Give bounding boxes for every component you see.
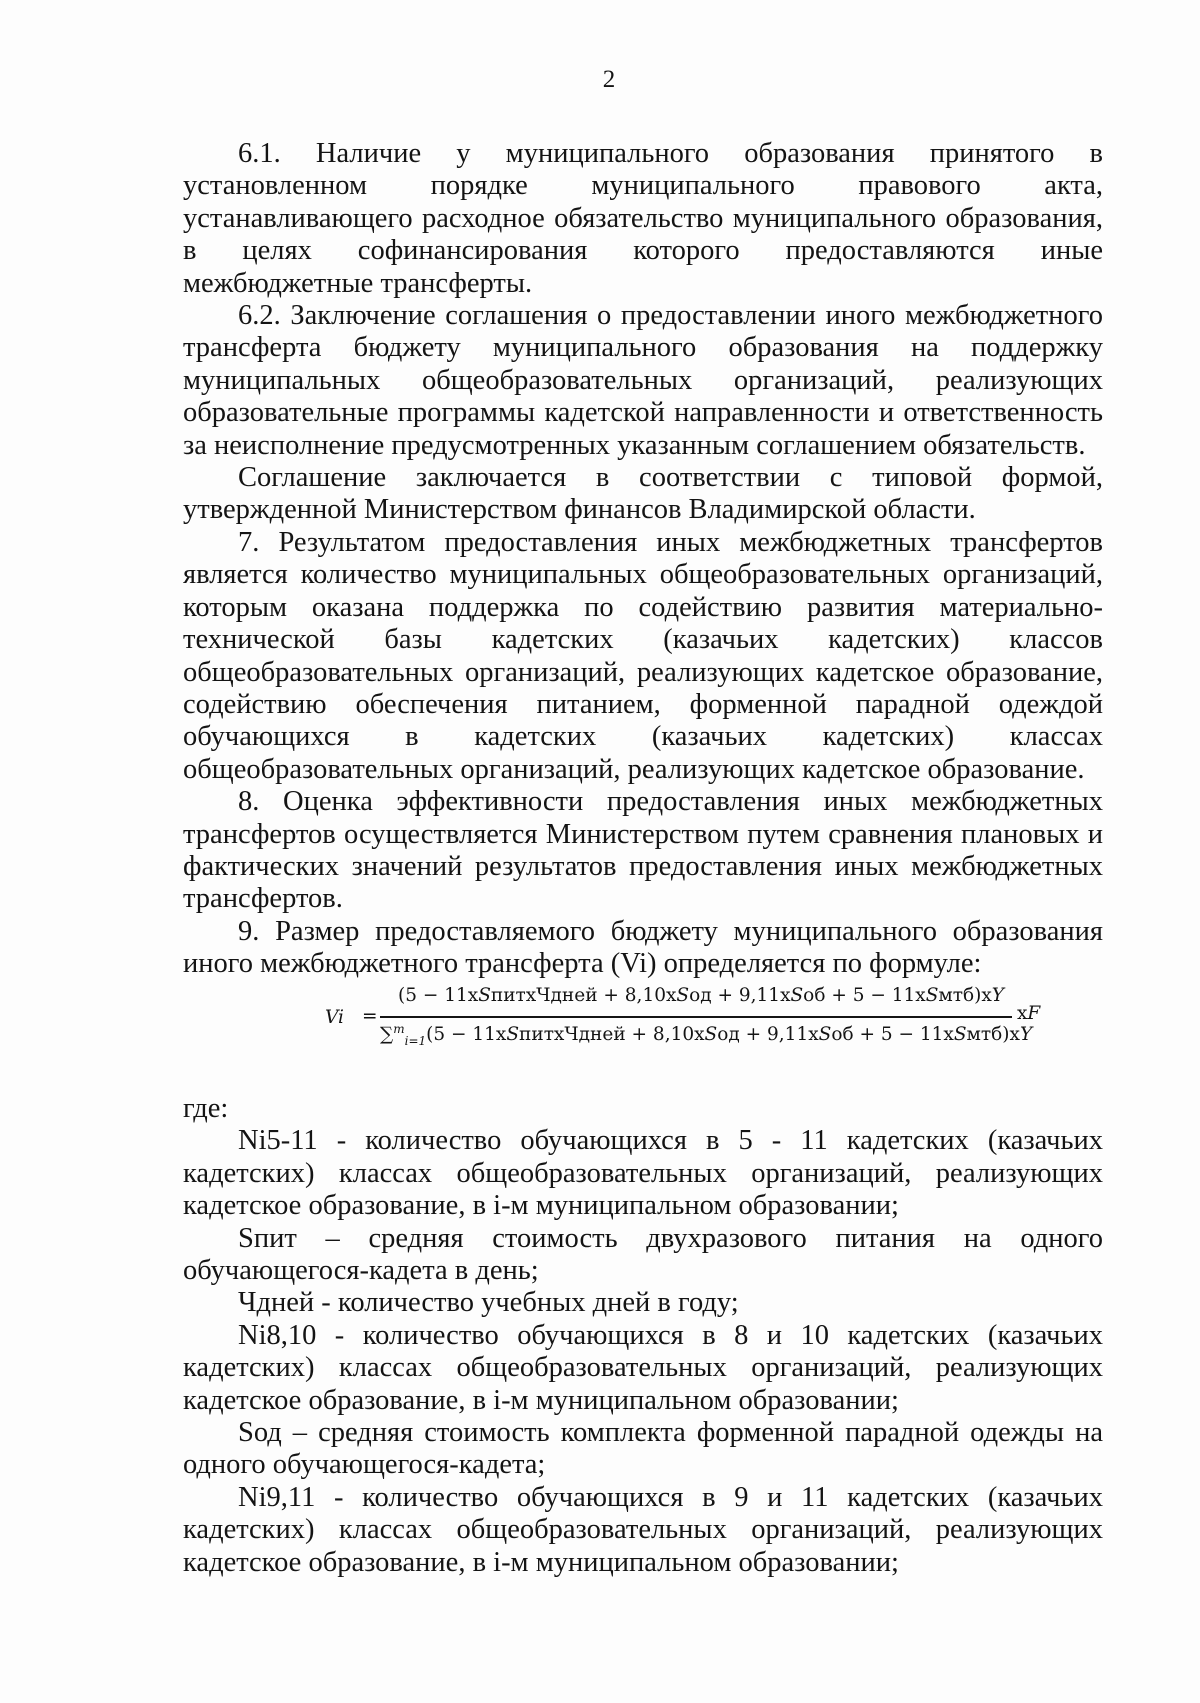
paragraph-6-2: 6.2. Заключение соглашения о предоставлении иного межбюджетного трансферта бюджету муниципального образования на поддержку муниципальных общеобразовательных организаций, реализующих образовательные программы кадетской направленности и ответственность за неисполнение предусмотренных указанным соглашением обязательств. bbox=[183, 300, 1103, 461]
paragraph-6-1: 6.1. Наличие у муниципального образования принятого в установленном порядке муниципального правового акта, устанавливающего расходное обязательство муниципального образования, в целях софинансирования которого предоставляются иные межбюджетные трансферты. bbox=[183, 138, 1103, 299]
sum-symbol: ∑ bbox=[380, 1024, 394, 1046]
formula-lhs: Vi bbox=[325, 1007, 344, 1028]
formula-multiplier: x𝐹 bbox=[1017, 1003, 1041, 1024]
paragraph-8: 8. Оценка эффективности предоставления иных межбюджетных трансфертов осуществляется Министерством путем сравнения плановых и фактических значений результатов предоставления иных межбюджетных трансфертов. bbox=[183, 786, 1103, 915]
paragraph-9: 9. Размер предоставляемого бюджету муниципального образования иного межбюджетного трансферта (Vi) определяется по формуле: bbox=[183, 915, 1103, 980]
formula-denominator bbox=[380, 1022, 1032, 1048]
denominator-body: (5 − 11x𝑆питхЧдней + 8,10x𝑆од + 9,11x𝑆об + 5 − 11x𝑆мтб)x𝑌 bbox=[426, 1024, 1033, 1046]
sum-upper-limit: m bbox=[393, 1022, 405, 1036]
sum-lower-limit: i=1 bbox=[404, 1033, 427, 1048]
formula-equals: = bbox=[362, 1006, 378, 1027]
text-block-lower bbox=[183, 1093, 1103, 1579]
definition-sod: Sод – средняя стоимость комплекта форменной парадной одежды на одного обучающегося-кадета; bbox=[183, 1417, 1103, 1481]
formula-numerator: (5 − 11x𝑆питхЧдней + 8,10x𝑆од + 9,11x𝑆об + 5 − 11x𝑆мтб)x𝑌 bbox=[398, 985, 1005, 1006]
definition-chdney: Чдней - количество учебных дней в году; bbox=[238, 1287, 739, 1319]
definition-spit: Sпит – средняя стоимость двухразового питания на одного обучающегося-кадета в день; bbox=[183, 1222, 1103, 1287]
definition-ni5-11: Ni5-11 - количество обучающихся в 5 - 11 кадетских (казачьих кадетских) классах общеобразовательных организаций, реализующих кадетское образование, в i-м муниципальном образовании; bbox=[183, 1125, 1103, 1222]
definition-ni9-11: Ni9,11 - количество обучающихся в 9 и 11 кадетских (казачьих кадетских) классах общеобразовательных организаций, реализующих кадетское образование, в i-м муниципальном образовании; bbox=[183, 1481, 1103, 1578]
where-label: где: bbox=[183, 1093, 229, 1124]
allocation-formula bbox=[325, 985, 1041, 1075]
paragraph-agreement: Соглашение заключается в соответствии с типовой формой, утвержденной Министерством финансов Владимирской области. bbox=[183, 462, 1103, 526]
page-number: 2 bbox=[602, 66, 616, 93]
paragraph-7: 7. Результатом предоставления иных межбюджетных трансфертов является количество муниципальных общеобразовательных организаций, которым оказана поддержка по содействию развития материально-технической базы кадетских (казачьих кадетских) классов общеобразовательных организаций, реализующих кадетское образование, содействию обеспечения питанием, форменной парадной одеждой обучающихся в кадетских (казачьих кадетских) классах общеобразовательных организаций, реализующих кадетское образование. bbox=[183, 526, 1103, 785]
definition-ni8-10: Ni8,10 - количество обучающихся в 8 и 10 кадетских (казачьих кадетских) классах общеобразовательных организаций, реализующих кадетское образование, в i-м муниципальном образовании; bbox=[183, 1319, 1103, 1416]
text-block-upper bbox=[183, 138, 1103, 981]
fraction-bar bbox=[380, 1016, 1012, 1018]
